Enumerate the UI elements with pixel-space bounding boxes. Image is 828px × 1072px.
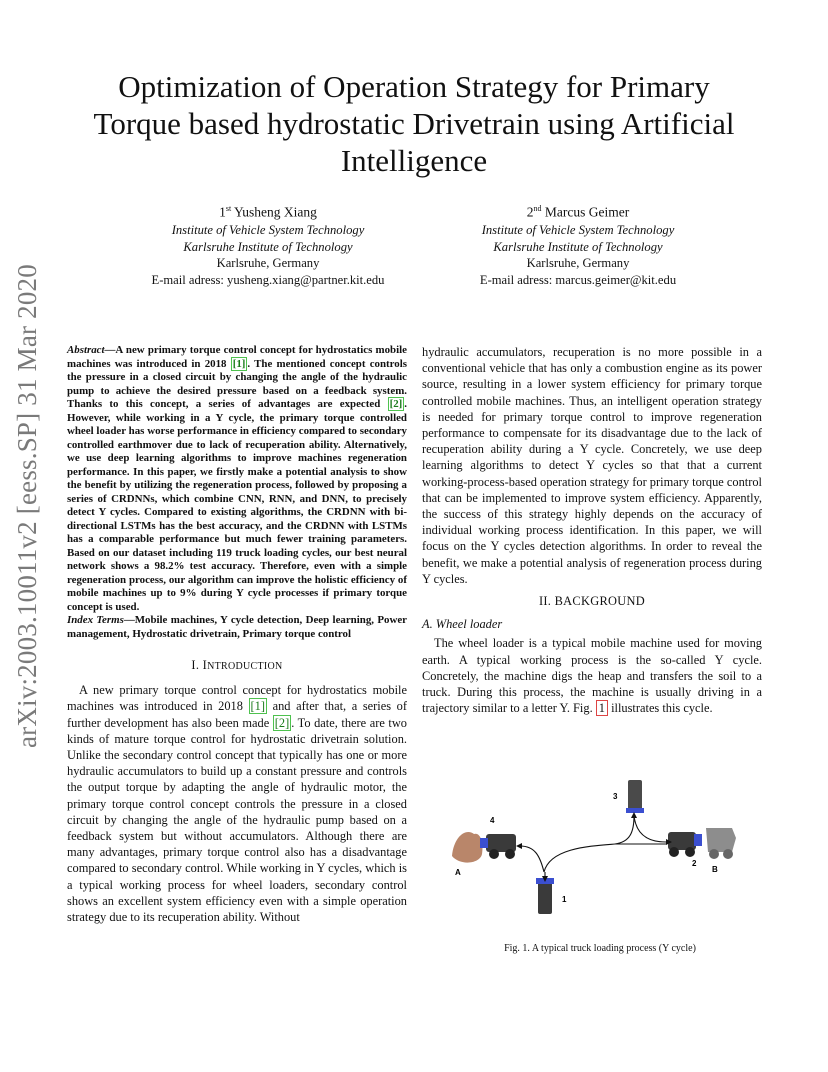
label-3: 3: [613, 792, 618, 801]
soil-heap-illustration: [452, 832, 483, 863]
author-institute: Institute of Vehicle System Technology: [171, 223, 365, 237]
citation-link[interactable]: [2]: [274, 715, 290, 730]
index-terms: Index Terms—Mobile machines, Y cycle detection, Deep learning, Power management, Hydrostatic drivetrain, Primary torque control: [67, 614, 407, 640]
citation-link[interactable]: [2]: [389, 398, 403, 410]
wheel-loader-position-2: [668, 832, 702, 857]
author-name: 1st Yusheng Xiang: [219, 204, 317, 220]
label-a: A: [455, 868, 461, 877]
trajectory-arrows: [520, 816, 666, 878]
y-cycle-figure: [440, 776, 760, 926]
section-heading-introduction: I. INTRODUCTION: [191, 658, 283, 672]
left-column: [67, 344, 407, 925]
label-b: B: [712, 865, 718, 874]
figure-reference-link[interactable]: 1: [596, 700, 608, 716]
intro-paragraph: A new primary torque control concept for hydrostatics mobile machines was introduced in 2018 [1] and after that, a series of further development has also been made [2] . To date, there are two kinds of mature torque control for hydrostatic drivetrain solution. Unlike the secondary control concept that typically has one or more hydraulic accumulators to build up a constant pressure and controls the output torque by adapting the angle of hydraulic motor, the primary torque control concept controls the pressure in a closed circuit by changing the angle of the hydraulic pump based on a feedback system but without accumulators. Although there are many advantages, primary torque control also has a disadvantage compared to secondary control. While working in Y cycles, which is a typical working process for wheel loaders, secondary control shows an excellent system efficiency even with a simple operation strategy due to its recuperation ability. Without: [67, 683, 407, 925]
wheel-loader-position-4: [480, 834, 516, 859]
author-name: 2nd Marcus Geimer: [526, 204, 630, 220]
wheel-loader-position-3: [626, 780, 644, 813]
intro-continued-paragraph: hydraulic accumulators, recuperation is no more possible in a conventional vehicle that has only a combustion engine as its power source, resulting in a lower system efficiency for primary torque controlled mobile machines. Thus, an intelligent operation strategy is needed for primary torque control to improve regeneration performance to compensate for its disadvantage due to the lack of recuperation ability during a Y cycle. Concretely, we use deep learning algorithms to detect Y cycles so that that a current working-process-based operation strategy for primary torque control that can be implemented to improve system efficiency. Apparently, the success of this strategy highly depends on the accuracy of individual working process identification. In this paper, we will focus on the Y cycles detection algorithms. In order to reveal the benefit, we make a potential analysis of regeneration process during Y cycles.: [422, 345, 762, 586]
wheel-loader-position-1: [536, 878, 554, 914]
label-1: 1: [562, 895, 567, 904]
figure-caption: Fig. 1. A typical truck loading process (Y cycle): [504, 943, 696, 954]
author-block-1: [108, 201, 428, 288]
author-institute: Institute of Vehicle System Technology: [481, 223, 675, 237]
author-block-2: [418, 201, 738, 288]
author-email: E-mail adress: marcus.geimer@kit.edu: [479, 272, 677, 287]
wheel-loader-paragraph: The wheel loader is a typical mobile machine used for moving earth. A typical working process is the so-called Y cycle. Concretely, the machine digs the heap and transfers the soil to a truck. During this process, the machine is usually driving in a trajectory similar to a letter Y. Fig. 1 illustrates this cycle.: [422, 636, 762, 716]
author-email: E-mail adress: yusheng.xiang@partner.kit.edu: [151, 272, 385, 287]
paper-title: Optimization of Operation Strategy for Primary Torque based hydrostatic Drivetrain using Artificial Intelligence: [93, 69, 735, 178]
label-2: 2: [692, 859, 697, 868]
author-location: Karlsruhe, Germany: [526, 256, 630, 270]
dump-truck-illustration: [706, 828, 736, 859]
citation-link[interactable]: [1]: [232, 357, 246, 370]
label-4: 4: [490, 816, 495, 825]
arrow-heads: [516, 812, 672, 882]
author-location: Karlsruhe, Germany: [216, 256, 320, 270]
author-university: Karlsruhe Institute of Technology: [183, 239, 353, 254]
abstract: Abstract—A new primary torque control concept for hydrostatics mobile machines was introduced in 2018 [1] . The mentioned concept controls the pressure in a closed circuit by changing the angle of the hydraulic pump to achieve the desired pressure based on a feedback system. Thanks to this concept, a series of advantages are expected [2] . However, while working in a Y cycle, the primary torque controlled wheel loader has worse performance in efficiency compared to secondary controlled earthmover due to lack of recuperation ability. Alternatively, we use deep learning algorithms to improve machines regeneration performance. In this paper, we firstly make a potential analysis to show the benefit by utilizing the regeneration process, followed by proposing a series of CRDNNs, which combine CNN, RNN, and DNN, to precisely detect Y cycles. Compared to existing algorithms, the CRDNN with bi-directional LSTMs has the best accuracy, and the CRDNN with LSTMs has a comparable performance but much fewer training parameters. Based on our dataset including 119 truck loading cycles, our best neural network shows a 98.2% test accuracy. Therefore, even with a simple regeneration process, our algorithm can improve the holistic efficiency of mobile machines up to 9% during Y cycle processes if primary torque concept is used.: [67, 344, 407, 613]
author-university: Karlsruhe Institute of Technology: [493, 239, 663, 254]
subsection-heading-wheel-loader: A. Wheel loader: [422, 617, 503, 632]
section-heading-background: II. BACKGROUND: [538, 594, 646, 609]
right-column: [422, 344, 762, 716]
arxiv-identifier: arXiv:2003.10011v2 [eess.SP] 31 Mar 2020: [12, 264, 42, 748]
citation-link[interactable]: [1]: [250, 699, 265, 714]
